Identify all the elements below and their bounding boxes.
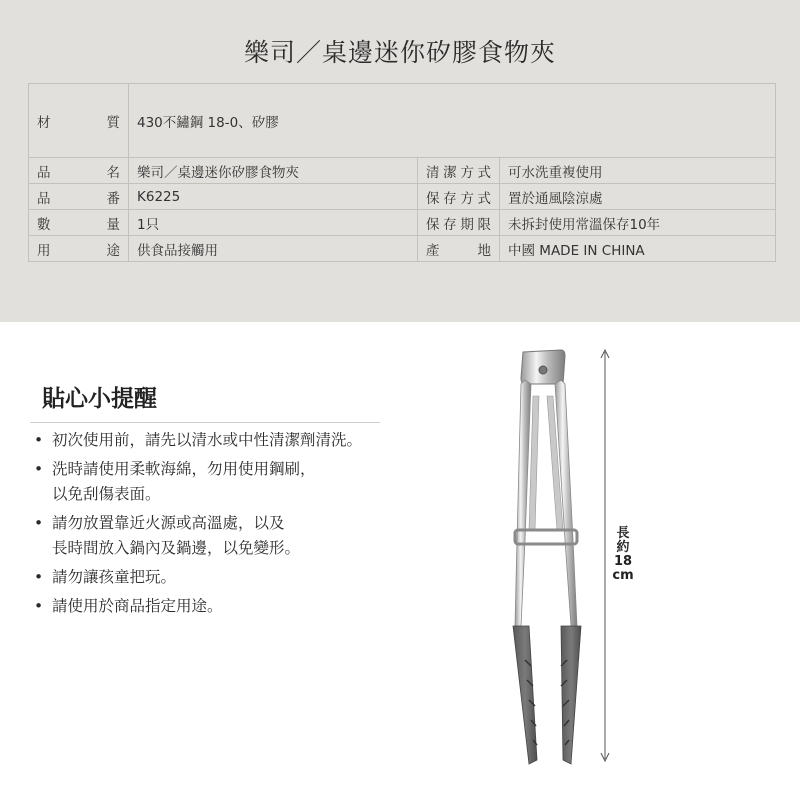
tips-list	[30, 428, 450, 623]
spec-label: 品番	[29, 184, 129, 210]
spec-value: 樂司／桌邊迷你矽膠食物夾	[129, 158, 418, 184]
tip-line: 洗時請使用柔軟海綿，勿用使用鋼刷，	[52, 460, 316, 478]
spec-value: 供食品接觸用	[129, 236, 418, 262]
spec-value: 可水洗重複使用	[500, 158, 776, 184]
tip-item	[30, 511, 450, 561]
spec-label: 產地	[418, 236, 500, 262]
spec-label: 用途	[29, 236, 129, 262]
spec-label: 品名	[29, 158, 129, 184]
length-label-char: cm	[612, 568, 634, 583]
spec-value: 中國 MADE IN CHINA	[500, 236, 776, 262]
tip-line: 請勿放置靠近火源或高溫處，以及	[52, 514, 285, 532]
spec-value: K6225	[129, 184, 418, 210]
length-label	[612, 527, 634, 583]
tip-line: 長時間放入鍋內及鍋邊，以免變形。	[52, 539, 301, 557]
tip-item	[30, 565, 450, 590]
spec-value-material: 430不鏽鋼 18-0、矽膠	[129, 84, 776, 158]
spec-value: 1只	[129, 210, 418, 236]
bullet-icon: •	[34, 460, 44, 478]
tips-title: 貼心小提醒	[42, 386, 157, 412]
bullet-icon: •	[34, 597, 44, 615]
page-title: 樂司／桌邊迷你矽膠食物夾	[243, 38, 556, 67]
spec-label: 清潔方式	[418, 158, 500, 184]
spec-row	[29, 236, 776, 262]
spec-row	[29, 184, 776, 210]
spec-row	[29, 158, 776, 184]
tip-line: 以免刮傷表面。	[52, 485, 161, 503]
length-label-char: 18	[613, 554, 633, 569]
spec-row	[29, 210, 776, 236]
spec-value: 置於通風陰涼處	[500, 184, 776, 210]
spec-label: 保存方式	[418, 184, 500, 210]
bullet-icon: •	[34, 431, 44, 449]
bullet-icon: •	[34, 568, 44, 586]
spec-row-material	[29, 84, 776, 158]
tip-item	[30, 594, 450, 619]
tips-divider	[30, 422, 380, 423]
tip-item	[30, 428, 450, 453]
length-label-char: 長	[616, 526, 630, 541]
spec-table	[28, 83, 776, 262]
tip-line: 請使用於商品指定用途。	[52, 597, 223, 615]
spec-label: 數量	[29, 210, 129, 236]
spec-value: 未拆封使用常溫保存10年	[500, 210, 776, 236]
length-label-char: 約	[616, 540, 630, 555]
spec-label-material: 材質	[29, 84, 129, 158]
bullet-icon: •	[34, 514, 44, 532]
tip-line: 請勿讓孩童把玩。	[52, 568, 177, 586]
tip-line: 初次使用前，請先以清水或中性清潔劑清洗。	[52, 431, 363, 449]
spec-label: 保存期限	[418, 210, 500, 236]
tip-item	[30, 457, 450, 507]
